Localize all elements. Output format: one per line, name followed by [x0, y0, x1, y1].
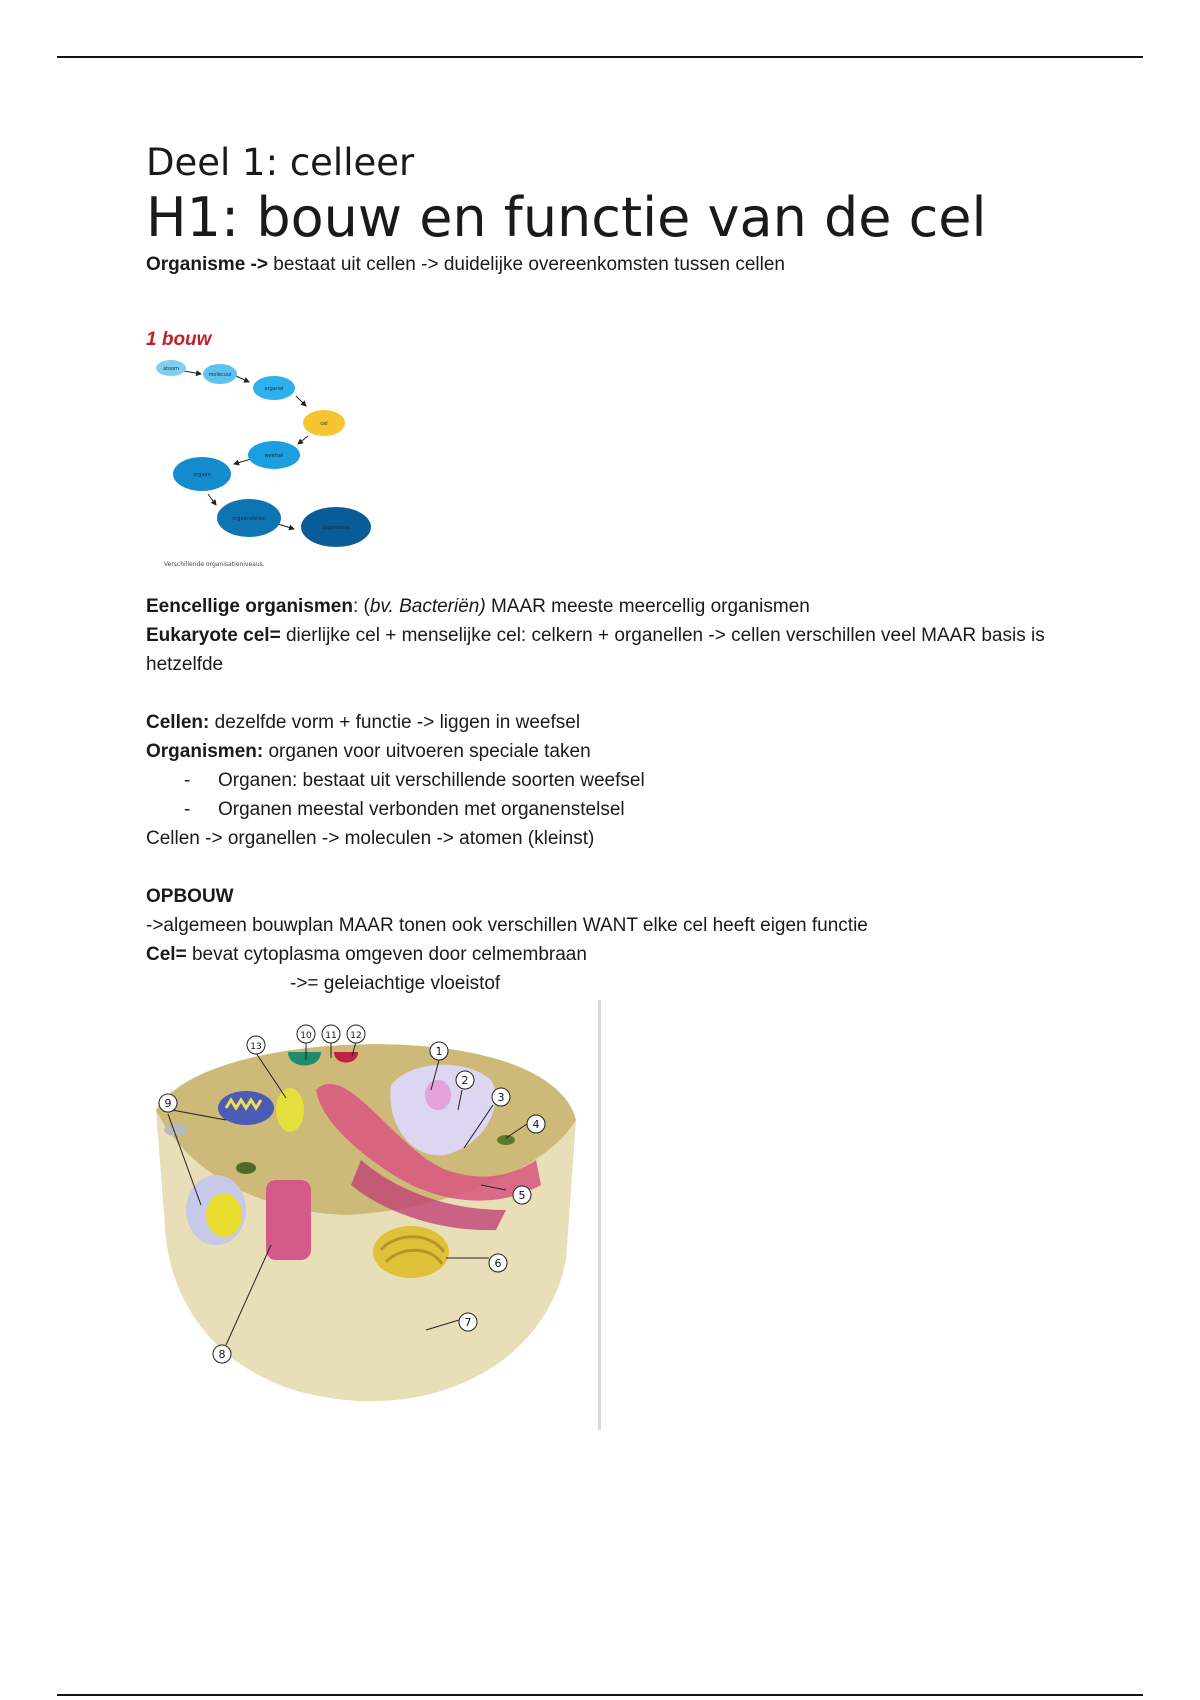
part-title: Deel 1: celleer	[146, 141, 415, 184]
footer-rule	[57, 1694, 1143, 1696]
eukaryoot-rest: dierlijke cel + menselijke cel: celkern + organellen -> cellen verschillen veel MAAR basis is hetzelfde	[146, 625, 1045, 675]
cellen-line	[146, 708, 1046, 737]
figure-caption: Verschillende organisatieniveaus.	[164, 561, 265, 568]
eencellig-italic: bv. Bacteriën)	[369, 596, 486, 617]
cellen-rest: dezelfde vorm + functie -> liggen in weefsel	[209, 712, 581, 733]
callout-label: 11	[325, 1031, 337, 1041]
node-label-cel: cel	[320, 421, 328, 427]
animal-cell-diagram	[146, 1000, 606, 1430]
callout-2	[456, 1071, 474, 1089]
intro-line	[146, 250, 1046, 279]
callout-label: 10	[300, 1031, 312, 1041]
node-label-molecuul: molecuul	[208, 372, 232, 378]
cel-bold: Cel=	[146, 944, 187, 965]
cel-rest: bevat cytoplasma omgeven door celmembraan	[186, 944, 587, 965]
callout-label: 4	[532, 1118, 540, 1131]
callout-5	[513, 1186, 531, 1204]
cellen-bold: Cellen:	[146, 712, 210, 733]
callout-9	[159, 1094, 177, 1112]
callout-7	[459, 1313, 477, 1331]
document-body	[146, 140, 1046, 1430]
opbouw-heading	[146, 882, 1046, 911]
header-rule	[57, 56, 1143, 58]
callout-label: 5	[518, 1189, 526, 1202]
animal-cell-illustration	[146, 1000, 606, 1430]
callout-13	[247, 1036, 265, 1054]
node-label-orgaanstelsel: orgaanstelsel	[232, 516, 266, 522]
eencellig-rest: MAAR meeste meercellig organismen	[485, 596, 810, 617]
callout-10	[297, 1025, 315, 1043]
intro-text: bestaat uit cellen -> duidelijke overeenkomsten tussen cellen	[267, 254, 785, 275]
callout-label: 13	[250, 1042, 262, 1052]
callout-label: 9	[164, 1097, 172, 1110]
figure-border-line	[598, 1000, 601, 1430]
callout-11	[322, 1025, 340, 1043]
organismen-bold: Organismen:	[146, 741, 264, 762]
callout-label: 12	[350, 1031, 362, 1041]
intro-bold: Organisme ->	[146, 254, 268, 275]
eencellig-line	[146, 592, 1046, 621]
organen-list	[146, 766, 1046, 824]
hierarchy-line: Cellen -> organellen -> moleculen -> atomen (kleinst)	[146, 828, 595, 849]
callout-label: 8	[218, 1348, 226, 1361]
node-label-orgaan: orgaan	[193, 472, 211, 478]
eencellig-colon: : (	[352, 596, 370, 617]
list-item: - Organen: bestaat uit verschillende soorten weefsel	[146, 766, 1046, 795]
organismen-rest: organen voor uitvoeren speciale taken	[263, 741, 591, 762]
list-item: - Organen meestal verbonden met organenstelsel	[146, 795, 1046, 824]
organization-levels-figure	[146, 356, 376, 578]
organismen-line	[146, 737, 1046, 766]
eencellig-bold: Eencellige organismen	[146, 596, 353, 617]
section-heading-bouw: 1 bouw	[146, 329, 212, 350]
callout-8	[213, 1345, 231, 1363]
eukaryoot-bold: Eukaryote cel=	[146, 625, 281, 646]
callout-label: 2	[461, 1074, 469, 1087]
cel-definition	[146, 940, 1046, 969]
node-label-organisme: organisme	[322, 525, 350, 531]
callout-12	[347, 1025, 365, 1043]
callout-label: 6	[494, 1257, 502, 1270]
callout-6	[489, 1254, 507, 1272]
node-label-weefsel: weefsel	[264, 453, 284, 459]
node-label-atoom: atoom	[162, 366, 180, 372]
opbouw-line1: ->algemeen bouwplan MAAR tonen ook verschillen WANT elke cel heeft eigen functie	[146, 915, 868, 936]
callout-label: 7	[464, 1316, 472, 1329]
callout-label: 1	[435, 1045, 443, 1058]
eukaryoot-line	[146, 621, 1046, 679]
chapter-title: H1: bouw en functie van de cel	[146, 186, 987, 249]
cel-note: ->= geleiachtige vloeistof	[290, 973, 501, 994]
opbouw-heading-text: OPBOUW	[146, 886, 234, 907]
callout-4	[527, 1115, 545, 1133]
callout-label: 3	[497, 1091, 505, 1104]
callout-3	[492, 1088, 510, 1106]
callout-1	[430, 1042, 448, 1060]
node-label-organel: organel	[264, 386, 284, 392]
